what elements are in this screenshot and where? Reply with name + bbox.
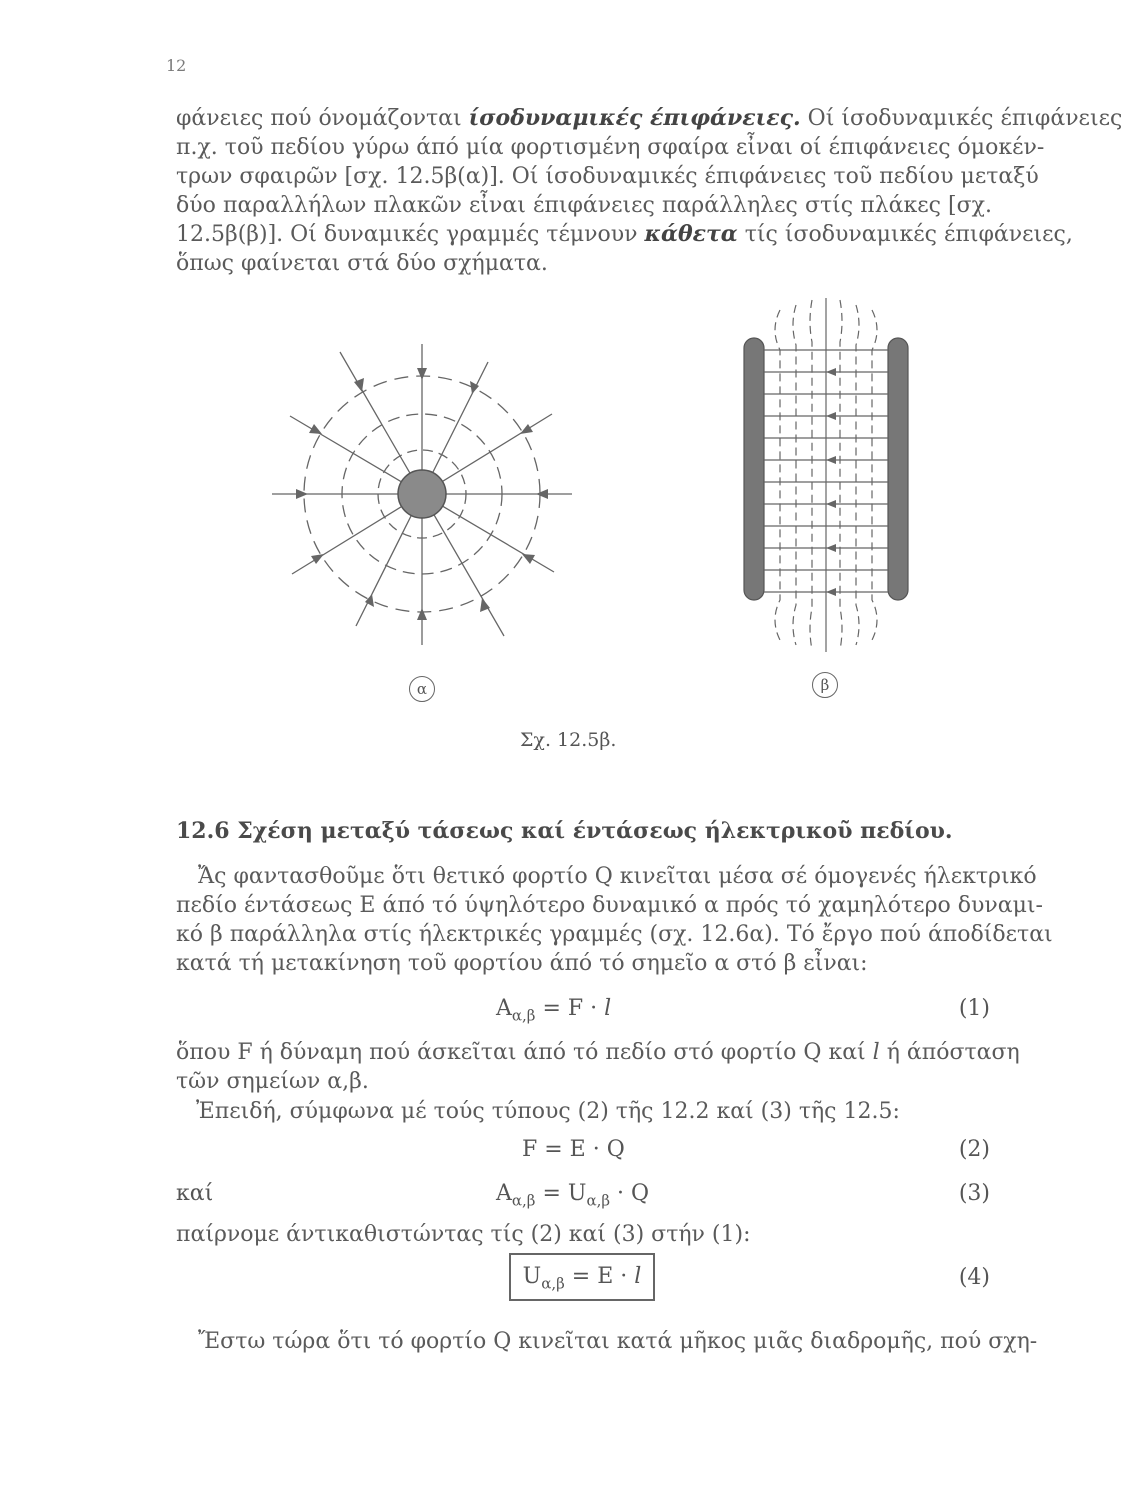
paragraph-where xyxy=(176,1038,1020,1096)
text-line: τρων σφαιρῶν [σχ. 12.5β(α)]. Οί ίσοδυναμικές έπιφάνειες τοῦ πεδίου μεταξύ xyxy=(176,164,1039,189)
text-line: Ἄς φαντασθοῦμε ὅτι θετικό φορτίο Q κινεῖται μέσα σέ όμογενές ήλεκτρικό xyxy=(198,864,1037,889)
equipotential-lines-vertical xyxy=(775,298,877,652)
figure-b-parallel-plates xyxy=(744,298,908,652)
text-line: δύο παραλλήλων πλακῶν εἶναι έπιφάνειες παράλληλες στίς πλάκες [σχ. xyxy=(176,193,992,218)
text-line: παίρνομε άντικαθιστώντας τίς (2) καί (3) στήν (1): xyxy=(176,1222,751,1247)
page-number: 12 xyxy=(166,56,187,75)
plate-left xyxy=(744,338,764,600)
charged-sphere xyxy=(398,470,446,518)
equation-number-1: (1) xyxy=(958,996,990,1021)
equation-number-2: (2) xyxy=(958,1137,990,1162)
equation-number-3: (3) xyxy=(958,1181,990,1206)
equation-1: $A_{\alpha,\beta} = F \cdot l$ xyxy=(496,996,612,1025)
equation-3: $A_{\alpha,\beta} = U_{\alpha,\beta} \cdot Q$ xyxy=(496,1181,650,1210)
text-line: ὅπου F ή δύναμη πού άσκεῖται άπό τό πεδίο στό φορτίο Q καί l ή άπόσταση xyxy=(176,1040,1020,1065)
text-line: ὅπως φαίνεται στά δύο σχήματα. xyxy=(176,251,548,276)
equation-3-prefix: καί xyxy=(176,1181,214,1206)
equation-2: F = E · Q xyxy=(522,1137,625,1162)
emphasis-equipotential-surfaces: ίσοδυναμικές έπιφάνειες. xyxy=(468,105,801,131)
figure-caption: Σχ. 12.5β. xyxy=(520,729,617,751)
equation-4-boxed: $U_{\alpha,\beta} = E \cdot l$ xyxy=(509,1253,655,1301)
text-line: κατά τή μετακίνηση τοῦ φορτίου άπό τό σημεῖο α στό β εἶναι: xyxy=(176,951,868,976)
emphasis-perpendicular: κάθετα xyxy=(644,221,738,247)
figure-label-a: α xyxy=(409,676,435,702)
text-line: Ἐπειδή, σύμφωνα μέ τούς τύπους (2) τῆς 12.2 καί (3) τῆς 12.5: xyxy=(196,1099,900,1124)
paragraph-path xyxy=(176,1327,1038,1356)
text-line: π.χ. τοῦ πεδίου γύρω άπό μία φορτισμένη σφαίρα εἶναι οί έπιφάνειες όμοκέν- xyxy=(176,135,1045,160)
text-line: φάνειες πού όνομάζονται ίσοδυναμικές έπιφάνειες. Οί ίσοδυναμικές έπιφάνειες xyxy=(176,105,1122,131)
plate-right xyxy=(888,338,908,600)
text-line: κό β παράλληλα στίς ήλεκτρικές γραμμές (σχ. 12.6α). Τό ἔργο πού άποδίδεται xyxy=(176,922,1053,947)
text-line: πεδίο έντάσεως Ε άπό τό ύψηλότερο δυναμικό α πρός τό χαμηλότερο δυναμι- xyxy=(176,893,1043,918)
equation-number-4: (4) xyxy=(958,1265,990,1290)
text-line: Ἔστω τώρα ὅτι τό φορτίο Q κινεῖται κατά μῆκος μιᾶς διαδρομῆς, πού σχη- xyxy=(198,1329,1038,1354)
figure-equipotential-fields xyxy=(0,0,1122,720)
text-line: 12.5β(β)]. Οί δυναμικές γραμμές τέμνουν κάθετα τίς ίσοδυναμικές έπιφάνειες, xyxy=(176,221,1073,247)
figure-a-sphere-field xyxy=(272,344,572,645)
paragraph-since xyxy=(196,1097,956,1126)
paragraph-substituting xyxy=(176,1220,992,1249)
paragraph-charge-motion xyxy=(176,862,1053,978)
figure-label-b: β xyxy=(812,672,838,698)
section-heading: 12.6 Σχέση μεταξύ τάσεως καί έντάσεως ήλεκτρικοῦ πεδίου. xyxy=(176,818,953,844)
text-line: τῶν σημείων α,β. xyxy=(176,1069,369,1094)
